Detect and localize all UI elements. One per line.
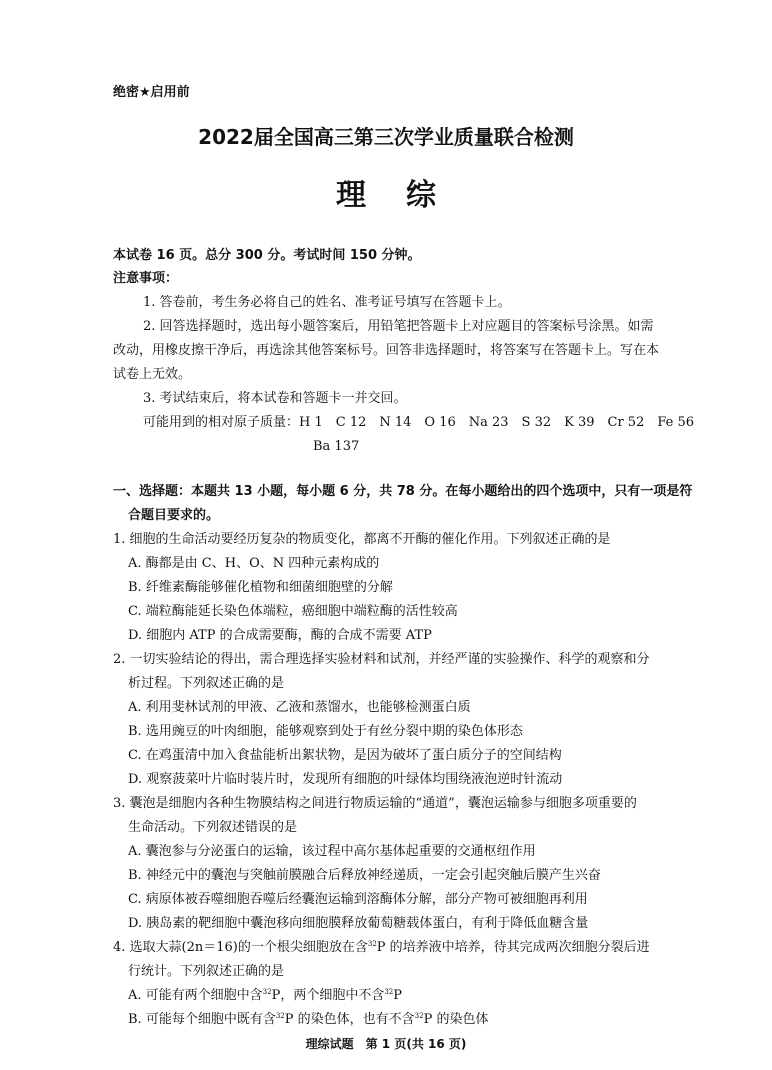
confidential-mark: 绝密★启用前	[113, 85, 190, 100]
question-1-option-c: C. 端粒酶能延长染色体端粒，癌细胞中端粒酶的活性较高	[128, 604, 458, 619]
question-4-option-b: B. 可能每个细胞中既有含$^{32}$P 的染色体，也有不含$^{32}$P 的染色体	[128, 1012, 489, 1027]
note-2-line-3: 试卷上无效。	[113, 367, 192, 382]
question-1-option-b: B. 纤维素酶能够催化植物和细菌细胞壁的分解	[128, 580, 393, 595]
question-3-stem-line-1: 3. 囊泡是细胞内各种生物膜结构之间进行物质运输的“通道”，囊泡运输参与细胞多项重要的	[113, 796, 637, 811]
note-3: 3. 考试结束后，将本试卷和答题卡一并交回。	[143, 391, 407, 406]
question-2-stem-line-1: 2. 一切实验结论的得出，需合理选择实验材料和试剂，并经严谨的实验操作、科学的观察和分	[113, 652, 650, 667]
notes-heading: 注意事项：	[113, 271, 179, 286]
atomic-masses-line-2: Ba 137	[313, 439, 360, 454]
note-2-line-2: 改动，用橡皮擦干净后，再选涂其他答案标号。回答非选择题时，将答案写在答题卡上。写在本	[113, 343, 660, 358]
note-2-line-1: 2. 回答选择题时，选出每小题答案后，用铅笔把答题卡上对应题目的答案标号涂黑。如需	[143, 319, 654, 334]
question-2-option-d: D. 观察菠菜叶片临时装片时，发现所有细胞的叶绿体均围绕液泡逆时针流动	[128, 772, 563, 787]
section-heading-line-2: 合题目要求的。	[128, 508, 220, 523]
question-1-option-a: A. 酶都是由 C、H、O、N 四种元素构成的	[128, 556, 380, 571]
question-3-option-c: C. 病原体被吞噬细胞吞噬后经囊泡运输到溶酶体分解，部分产物可被细胞再利用	[128, 892, 588, 907]
question-2-stem-line-2: 析过程。下列叙述正确的是	[128, 676, 285, 691]
question-2-option-c: C. 在鸡蛋清中加入食盐能析出絮状物，是因为破坏了蛋白质分子的空间结构	[128, 748, 562, 763]
question-1-option-d: D. 细胞内 ATP 的合成需要酶，酶的合成不需要 ATP	[128, 628, 432, 643]
question-2-option-a: A. 利用斐林试剂的甲液、乙液和蒸馏水，也能够检测蛋白质	[128, 700, 471, 715]
question-3-option-a: A. 囊泡参与分泌蛋白的运输，该过程中高尔基体起重要的交通枢纽作用	[128, 844, 536, 859]
subject-title: 理综	[336, 178, 476, 213]
question-2-option-b: B. 选用豌豆的叶肉细胞，能够观察到处于有丝分裂中期的染色体形态	[128, 724, 523, 739]
exam-summary: 本试卷 16 页。总分 300 分。考试时间 150 分钟。	[113, 248, 421, 263]
question-4-stem-line-2: 行统计。下列叙述正确的是	[128, 964, 285, 979]
page-footer: 理综试题 第 1 页(共 16 页)	[305, 1037, 467, 1051]
question-3-stem-line-2: 生命活动。下列叙述错误的是	[128, 820, 298, 835]
question-3-option-d: D. 胰岛素的靶细胞中囊泡移向细胞膜释放葡萄糖载体蛋白，有利于降低血糖含量	[128, 916, 589, 931]
question-1-stem: 1. 细胞的生命活动要经历复杂的物质变化，都离不开酶的催化作用。下列叙述正确的是	[113, 532, 611, 547]
question-4-option-a: A. 可能有两个细胞中含$^{32}$P，两个细胞中不含$^{32}$P	[128, 988, 402, 1003]
atomic-masses-line-1: 可能用到的相对原子质量：H 1 C 12 N 14 O 16 Na 23 S 32 K 39 Cr 52 Fe 56	[143, 415, 695, 430]
question-3-option-b: B. 神经元中的囊泡与突触前膜融合后释放神经递质，一定会引起突触后膜产生兴奋	[128, 868, 601, 883]
exam-title: 2022届全国高三第三次学业质量联合检测	[198, 125, 574, 149]
section-heading-line-1: 一、选择题：本题共 13 小题，每小题 6 分，共 78 分。在每小题给出的四个选项中，只有一项是符	[113, 484, 693, 499]
question-4-stem-line-1: 4. 选取大蒜(2n＝16)的一个根尖细胞放在含$^{32}$P 的培养液中培养，待其完成两次细胞分裂后进	[113, 940, 650, 955]
note-1: 1. 答卷前，考生务必将自己的姓名、准考证号填写在答题卡上。	[143, 295, 511, 310]
